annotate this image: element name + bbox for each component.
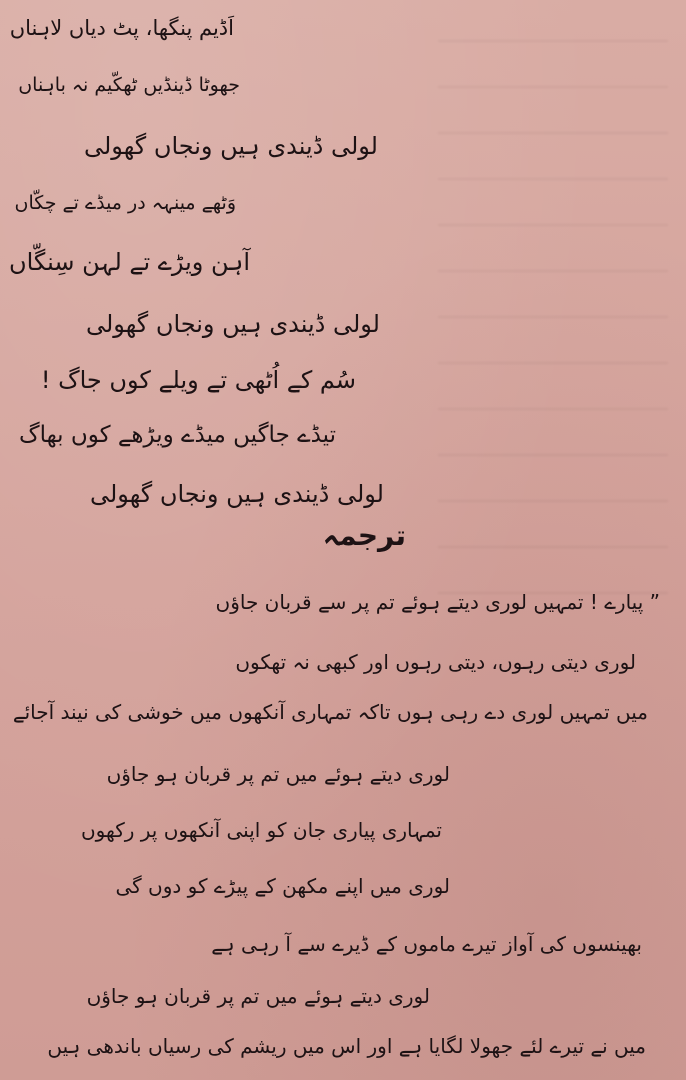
translation-line-9: میں نے تیرے لئے جھولا لگایا ہے اور اس میں ریشم کی رسیاں باندھی ہیں <box>47 1034 646 1058</box>
poem-line-1: اَڈیم پنگھا، پٹ دیاں لاہناں <box>9 16 234 40</box>
poem-line-2: جھوٹا ڈینڈیں ٹھکّیم نہ باہناں <box>18 74 240 96</box>
poem-line-4: وَٹھے مینہہ در میڈے تے چکّاں <box>14 192 236 214</box>
poem-line-9: لولی ڈیندی ہیں ونجاں گھولی <box>89 480 384 508</box>
poem-line-5: آہن ویڑے تے لہن سِنگّاں <box>8 248 250 276</box>
translation-line-2: لوری دیتی رہوں، دیتی رہوں اور کبھی نہ تھکوں <box>235 650 636 674</box>
translation-line-5: تمہاری پیاری جان کو اپنی آنکھوں پر رکھوں <box>80 818 442 842</box>
translation-line-6: لوری میں اپنے مکھن کے پیڑے کو دوں گی <box>115 874 450 898</box>
translation-heading: ترجمہ <box>322 519 406 552</box>
poem-line-7: سُم کے اُٹھی تے ویلے کوں جاگ ! <box>40 366 356 394</box>
translation-line-8: لوری دیتے ہوئے میں تم پر قربان ہو جاؤں <box>86 984 430 1008</box>
translation-line-1: ” پیارے ! تمہیں لوری دیتے ہوئے تم پر سے قربان جاؤں <box>215 590 660 614</box>
poem-line-8: تیڈے جاگیں میڈے ویڑھے کوں بھاگ <box>18 422 336 448</box>
translation-line-7: بھینسوں کی آواز تیرے ماموں کے ڈیرے سے آ رہی ہے <box>211 932 642 956</box>
translation-line-4: لوری دیتے ہوئے میں تم پر قربان ہو جاؤں <box>106 762 450 786</box>
show-through-text <box>438 40 668 600</box>
translation-line-3: میں تمہیں لوری دے رہی ہوں تاکہ تمہاری آنکھوں میں خوشی کی نیند آجائے <box>12 700 648 724</box>
poem-line-3: لولی ڈیندی ہیں ونجاں گھولی <box>83 132 378 160</box>
poem-line-6: لولی ڈیندی ہیں ونجاں گھولی <box>85 310 380 338</box>
